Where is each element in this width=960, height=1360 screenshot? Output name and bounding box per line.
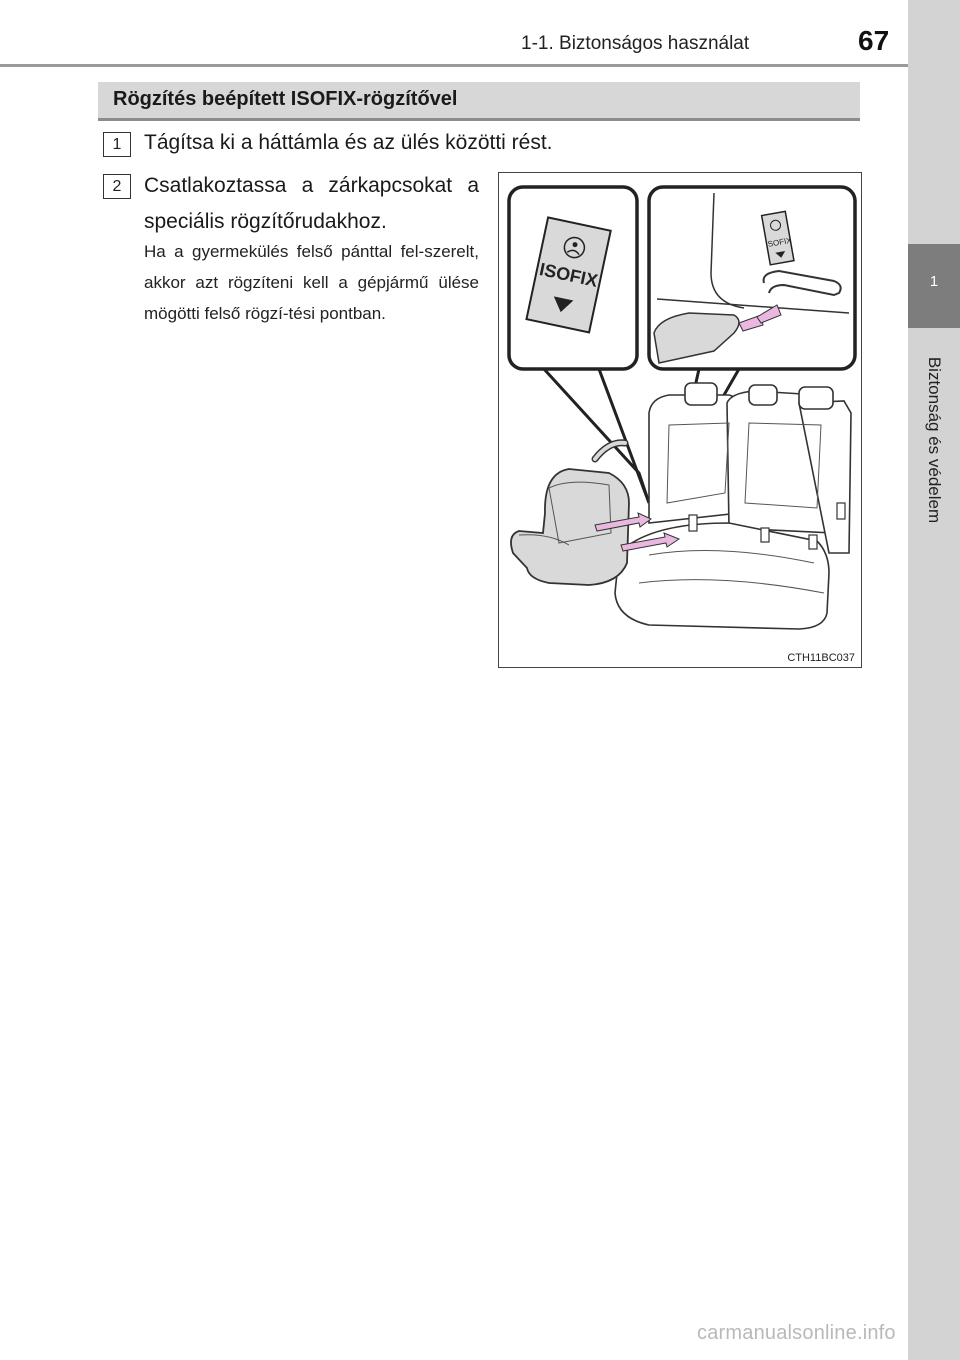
running-header-title: 1-1. Biztonságos használat	[521, 33, 750, 54]
chapter-side-tab	[908, 0, 960, 1360]
chapter-side-label: Biztonság és védelem	[925, 356, 944, 524]
step-2-text: Csatlakoztassa a zárkapcsokat a speciális rögzítőrudakhoz.	[144, 174, 479, 233]
page-number: 67	[858, 25, 890, 56]
step-1-badge: 1	[103, 132, 131, 157]
section-title: Rögzítés beépített ISOFIX-rögzítővel	[113, 88, 458, 110]
step-2-badge: 2	[103, 174, 131, 199]
isofix-illustration	[498, 172, 862, 668]
chapter-number-box: 1	[908, 244, 960, 328]
isofix-label-right: ISOFIX	[764, 235, 793, 250]
child-seat	[511, 443, 629, 585]
isofix-drawing	[499, 173, 861, 667]
note-paragraph: Ha a gyermekülés felső pánttal fel-szerelt, akkor azt rögzíteni kell a gépjármű ülése mögötti felső rögzí-tési pontban.	[144, 242, 479, 323]
step-1-text: Tágítsa ki a háttámla és az ülés közötti rést.	[144, 131, 553, 154]
rear-seat-scene	[615, 383, 851, 629]
isofix-label-left: ISOFIX	[537, 259, 600, 291]
header-divider	[0, 64, 908, 67]
watermark: carmanualsonline.info	[697, 1322, 896, 1344]
section-heading-box	[98, 82, 860, 121]
figure-code: CTH11BC037	[787, 652, 855, 664]
